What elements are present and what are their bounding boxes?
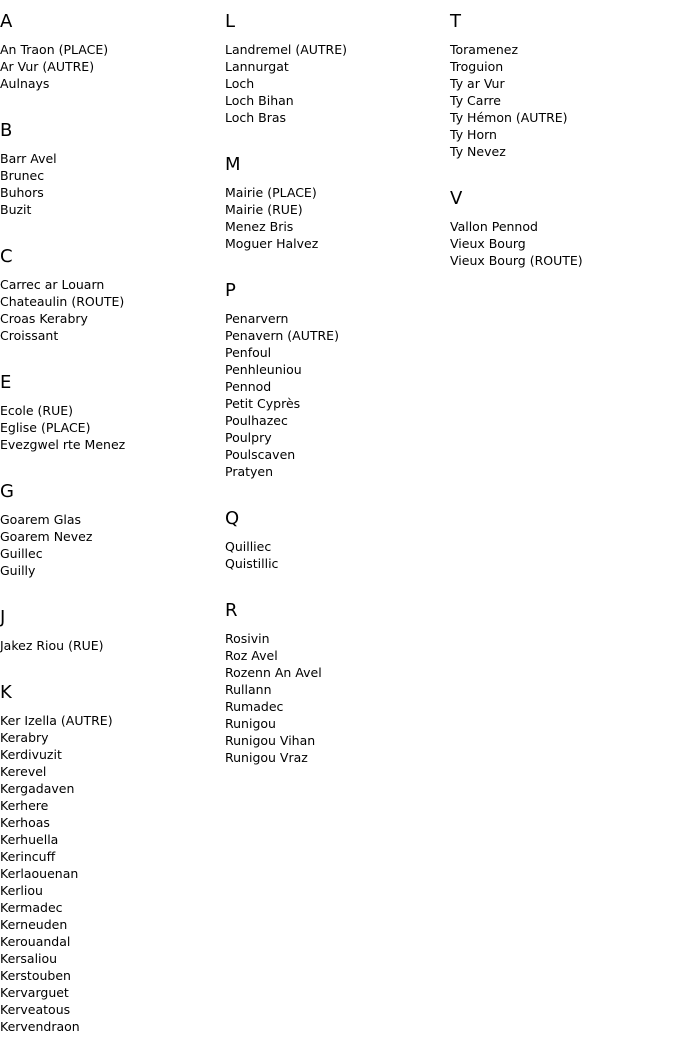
street-list-item [225, 463, 450, 480]
letter-group-r [225, 572, 450, 766]
street-link[interactable]: Kerlaouenan [0, 866, 79, 881]
street-link[interactable]: Ker Izella (AUTRE) [0, 713, 113, 728]
letter-group-c [0, 218, 225, 344]
street-list [0, 41, 225, 92]
street-list-item [450, 252, 675, 269]
street-link[interactable]: Kersaliou [0, 951, 58, 966]
street-link[interactable]: Ty Hémon (AUTRE) [450, 110, 568, 125]
street-link[interactable]: Chateaulin (ROUTE) [0, 294, 125, 309]
letter-heading: L [225, 11, 236, 32]
street-link[interactable]: Kerhuella [0, 832, 59, 847]
street-list-item [0, 419, 225, 436]
street-link[interactable]: Goarem Glas [0, 512, 82, 527]
street-link[interactable]: Poulpry [225, 430, 272, 445]
street-list-item [450, 41, 675, 58]
street-link[interactable]: Kerouandal [0, 934, 71, 949]
group-spacer [0, 344, 225, 361]
street-list-item [450, 58, 675, 75]
street-list-item [450, 143, 675, 160]
street-list-item [225, 429, 450, 446]
street-link[interactable]: Kergadaven [0, 781, 75, 796]
street-list [0, 637, 225, 654]
letter-group-l [225, 11, 450, 126]
group-spacer [225, 252, 450, 269]
letter-group-j [0, 579, 225, 654]
street-list-item [0, 831, 225, 848]
street-link[interactable]: Kervendraon [0, 1019, 80, 1034]
street-link[interactable]: An Traon (PLACE) [0, 42, 109, 57]
street-link[interactable]: Kerneuden [0, 917, 68, 932]
letter-group-b [0, 92, 225, 218]
street-link[interactable]: Runigou Vihan [225, 733, 316, 748]
street-list-item [0, 276, 225, 293]
street-list-item [225, 681, 450, 698]
street-link[interactable]: Ty Horn [450, 127, 497, 142]
street-link[interactable]: Eglise (PLACE) [0, 420, 91, 435]
street-link[interactable]: Kerhere [0, 798, 49, 813]
street-list-item [0, 184, 225, 201]
street-list-item [225, 395, 450, 412]
street-link[interactable]: Ty ar Vur [450, 76, 505, 91]
street-link[interactable]: Rosivin [225, 631, 270, 646]
street-list-item [225, 446, 450, 463]
letter-group-q [225, 480, 450, 572]
street-list-item [225, 327, 450, 344]
street-list [0, 402, 225, 453]
letter-group-g [0, 453, 225, 579]
street-list-item [0, 327, 225, 344]
street-list-item [225, 75, 450, 92]
street-link[interactable]: Loch Bihan [225, 93, 294, 108]
street-list-item [0, 712, 225, 729]
street-list-item [225, 732, 450, 749]
street-list [225, 310, 450, 480]
street-list-item [0, 967, 225, 984]
street-list-item [0, 310, 225, 327]
street-link[interactable]: Petit Cyprès [225, 396, 301, 411]
street-list-item [225, 698, 450, 715]
letter-group-t [450, 11, 675, 160]
street-link[interactable]: Kerhoas [0, 815, 50, 830]
street-list-item [450, 92, 675, 109]
street-link[interactable]: Kermadec [0, 900, 63, 915]
letter-heading: E [0, 372, 12, 393]
letter-heading: Q [225, 508, 240, 529]
street-link[interactable]: Roz Avel [225, 648, 278, 663]
street-link[interactable]: Ty Carre [450, 93, 501, 108]
street-list-item [0, 899, 225, 916]
street-link[interactable]: Guillec [0, 546, 43, 561]
street-link[interactable]: Lannurgat [225, 59, 289, 74]
street-list-item [225, 378, 450, 395]
street-link[interactable]: Kerabry [0, 730, 49, 745]
street-link[interactable]: Vieux Bourg [450, 236, 526, 251]
street-list-item [0, 763, 225, 780]
street-link[interactable]: Kerliou [0, 883, 43, 898]
street-list-item [0, 637, 225, 654]
street-link[interactable]: Buzit [0, 202, 32, 217]
street-list-item [225, 184, 450, 201]
street-list-item [0, 75, 225, 92]
street-list-item [450, 218, 675, 235]
street-link[interactable]: Ar Vur (AUTRE) [0, 59, 95, 74]
letter-heading: M [225, 154, 241, 175]
group-spacer [450, 160, 675, 177]
street-list-item [0, 562, 225, 579]
street-link[interactable]: Runigou Vraz [225, 750, 308, 765]
street-list-item [225, 538, 450, 555]
group-spacer [225, 572, 450, 589]
street-list-item [225, 201, 450, 218]
street-list-item [0, 1001, 225, 1018]
street-link[interactable]: Pennod [225, 379, 272, 394]
letter-group-e [0, 344, 225, 453]
letter-group-k [0, 654, 225, 1035]
street-list-item [0, 814, 225, 831]
street-list-item [225, 58, 450, 75]
street-list [225, 630, 450, 766]
street-link[interactable]: Barr Avel [0, 151, 57, 166]
street-link[interactable]: Rozenn An Avel [225, 665, 322, 680]
street-list-item [225, 715, 450, 732]
letter-heading: C [0, 246, 13, 267]
street-list-item [0, 41, 225, 58]
street-link[interactable]: Evezgwel rte Menez [0, 437, 126, 452]
street-link[interactable]: Kervarguet [0, 985, 69, 1000]
street-list [450, 41, 675, 160]
street-list-item [225, 344, 450, 361]
street-link[interactable]: Landremel (AUTRE) [225, 42, 348, 57]
group-spacer [225, 126, 450, 143]
street-link[interactable]: Poulscaven [225, 447, 296, 462]
street-link[interactable]: Carrec ar Louarn [0, 277, 105, 292]
street-list-item [450, 235, 675, 252]
street-list [0, 712, 225, 1035]
street-link[interactable]: Penavern (AUTRE) [225, 328, 339, 343]
street-list-item [0, 984, 225, 1001]
letter-heading: B [0, 120, 13, 141]
street-link[interactable]: Brunec [0, 168, 45, 183]
street-list-item [0, 528, 225, 545]
letter-heading: K [0, 682, 12, 703]
street-link[interactable]: Mairie (PLACE) [225, 185, 317, 200]
letter-heading: J [0, 607, 6, 628]
street-list-item [0, 729, 225, 746]
street-list-item [225, 41, 450, 58]
index-column-2 [225, 0, 450, 766]
street-list-item [225, 749, 450, 766]
street-list-item [0, 293, 225, 310]
street-list-item [225, 109, 450, 126]
street-link[interactable]: Rumadec [225, 699, 284, 714]
street-list [0, 150, 225, 218]
street-list-item [225, 235, 450, 252]
street-link[interactable]: Poulhazec [225, 413, 288, 428]
street-link[interactable]: Moguer Halvez [225, 236, 319, 251]
street-link[interactable]: Mairie (RUE) [225, 202, 303, 217]
street-list-item [0, 511, 225, 528]
street-list-item [450, 126, 675, 143]
street-link[interactable]: Croas Kerabry [0, 311, 88, 326]
street-link[interactable]: Kerincuff [0, 849, 56, 864]
street-link[interactable]: Kerveatous [0, 1002, 71, 1017]
street-list-item [0, 545, 225, 562]
street-link[interactable]: Vieux Bourg (ROUTE) [450, 253, 583, 268]
group-spacer [0, 654, 225, 671]
street-link[interactable]: Buhors [0, 185, 44, 200]
street-link[interactable]: Quilliec [225, 539, 272, 554]
street-list-item [225, 664, 450, 681]
letter-heading: G [0, 481, 14, 502]
street-list [0, 276, 225, 344]
letter-heading: A [0, 11, 13, 32]
street-list-item [0, 436, 225, 453]
street-list-item [0, 916, 225, 933]
street-link[interactable]: Jakez Riou (RUE) [0, 638, 104, 653]
group-spacer [225, 480, 450, 497]
street-link[interactable]: Guilly [0, 563, 36, 578]
street-link[interactable]: Croissant [0, 328, 59, 343]
street-list [225, 41, 450, 126]
street-link[interactable]: Kerstouben [0, 968, 71, 983]
street-list-item [225, 218, 450, 235]
street-list [450, 218, 675, 269]
group-spacer [0, 92, 225, 109]
letter-heading: T [450, 11, 461, 32]
street-link[interactable]: Loch Bras [225, 110, 287, 125]
letter-group-a [0, 11, 225, 92]
street-list-item [0, 882, 225, 899]
street-link[interactable]: Ecole (RUE) [0, 403, 74, 418]
street-list-item [225, 361, 450, 378]
street-list-item [0, 865, 225, 882]
street-list-item [225, 555, 450, 572]
street-list-item [0, 402, 225, 419]
street-list-item [0, 201, 225, 218]
street-link[interactable]: Ty Nevez [450, 144, 506, 159]
street-list-item [0, 1018, 225, 1035]
letter-group-p [225, 252, 450, 480]
street-list-item [0, 780, 225, 797]
street-link[interactable]: Goarem Nevez [0, 529, 93, 544]
street-list-item [225, 412, 450, 429]
street-link[interactable]: Kerevel [0, 764, 47, 779]
street-list-item [225, 310, 450, 327]
street-list [0, 511, 225, 579]
letter-group-m [225, 126, 450, 252]
street-link[interactable]: Loch [225, 76, 255, 91]
street-list [225, 538, 450, 572]
street-link[interactable]: Menez Bris [225, 219, 294, 234]
street-link[interactable]: Pratyen [225, 464, 274, 479]
street-list-item [0, 150, 225, 167]
street-link[interactable]: Runigou [225, 716, 276, 731]
group-spacer [0, 579, 225, 596]
letter-heading: R [225, 600, 238, 621]
letter-group-v [450, 160, 675, 269]
letter-heading: P [225, 280, 236, 301]
street-list-item [450, 109, 675, 126]
street-list-item [0, 797, 225, 814]
letter-heading: V [450, 188, 463, 209]
street-link[interactable]: Toramenez [450, 42, 518, 57]
street-list-item [0, 848, 225, 865]
street-list-item [0, 746, 225, 763]
street-list [225, 184, 450, 252]
group-spacer [0, 453, 225, 470]
street-link[interactable]: Penhleuniou [225, 362, 302, 377]
street-list-item [225, 647, 450, 664]
index-column-1 [0, 0, 225, 1035]
index-column-3 [450, 0, 675, 269]
street-list-item [225, 630, 450, 647]
street-list-item [0, 167, 225, 184]
street-link[interactable]: Aulnays [0, 76, 50, 91]
street-link[interactable]: Troguion [450, 59, 504, 74]
street-list-item [0, 933, 225, 950]
street-list-item [0, 58, 225, 75]
street-link[interactable]: Rullann [225, 682, 272, 697]
street-link[interactable]: Vallon Pennod [450, 219, 538, 234]
street-link[interactable]: Penarvern [225, 311, 289, 326]
street-link[interactable]: Kerdivuzit [0, 747, 62, 762]
street-list-item [0, 950, 225, 967]
group-spacer [0, 218, 225, 235]
street-link[interactable]: Penfoul [225, 345, 272, 360]
street-list-item [450, 75, 675, 92]
street-link[interactable]: Quistillic [225, 556, 279, 571]
street-list-item [225, 92, 450, 109]
